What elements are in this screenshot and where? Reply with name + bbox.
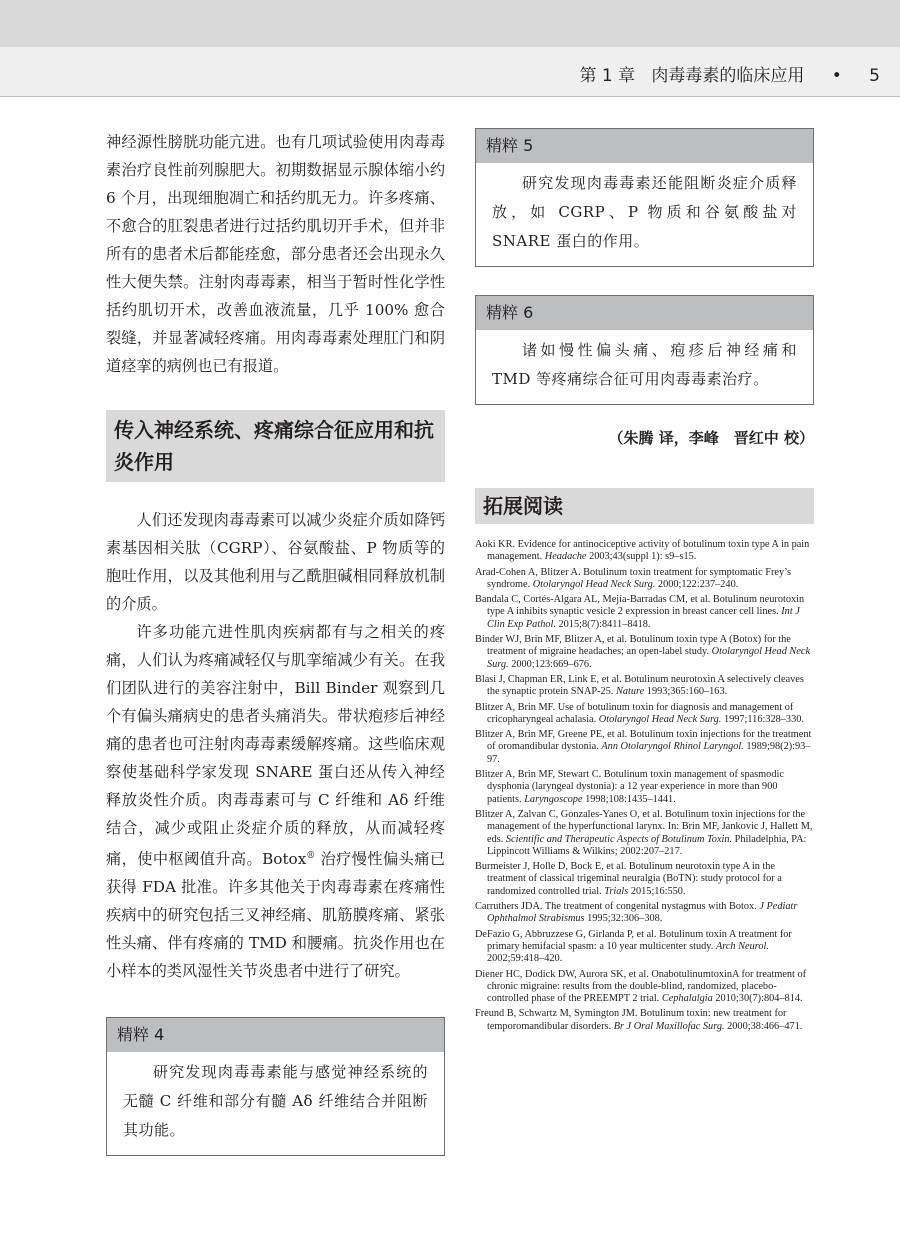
reference-citation: 2000;122:237–240. (655, 578, 739, 590)
further-reading-title: 拓展阅读 (475, 488, 814, 524)
paragraph-pain-part2: 治疗慢性偏头痛已获得 FDA 批准。许多其他关于肉毒毒素在疼痛性疾病中的研究包括三叉神经痛、肌筋膜疼痛、紧张性头痛、伴有疼痛的 TMD 和腰痛。抗炎作用也在小样本的类风湿性关节炎患者中进行了研究。 (106, 850, 446, 981)
reference-citation: 2000;38:466–471. (724, 1020, 803, 1032)
reference-authors-title: Blitzer A, Brin MF, Greene PE, et al. Botulinum toxin injections for the treatment of oromandibular dystonia. (475, 729, 812, 753)
running-header (0, 47, 900, 97)
reference-authors-title: Burmeister J, Holle D, Bock E, et al. Botulinum neurotoxin type A in the treatment of classical trigeminal neuralgia (BoTN): study protocol for a randomized controlled trial. (475, 861, 782, 897)
chapter-label: 第 1 章 (579, 66, 636, 86)
registered-mark: ® (306, 851, 316, 861)
section-title: 传入神经系统、疼痛综合征应用和抗炎作用 (106, 410, 445, 482)
reference-item (475, 567, 814, 592)
reference-journal: Trials (604, 885, 629, 897)
reference-item (475, 729, 814, 766)
reference-item (475, 929, 814, 966)
paragraph-pain-studies (106, 618, 445, 985)
pearl-box-6-title: 精粹 6 (476, 296, 813, 330)
reference-item (475, 1008, 814, 1033)
reference-journal: Otolaryngol Head Neck Surg. (532, 578, 656, 590)
reference-citation: 1997;116:328–330. (721, 713, 804, 725)
paragraph-pain-part1: 许多功能亢进性肌肉疾病都有与之相关的疼痛，人们认为疼痛减轻仅与肌挛缩减少有关。在我们团队进行的美容注射中，Bill Binder 观察到几个有偏头痛病史的患者头痛消失。带状疱疹后神经痛的患者也可注射肉毒毒素缓解疼痛。这些临床观察使基础科学家发现 SNARE 蛋白还从传入神经释放炎性介质。肉毒毒素可与 C 纤维和 Aδ 纤维结合，减少或阻止炎症介质的释放，从而减轻疼痛，使中枢阈值升高。Botox (106, 623, 445, 869)
reference-journal: Br J Oral Maxillofac Surg. (613, 1020, 725, 1032)
header-separator: • (831, 66, 842, 86)
pearl-box-4 (106, 1017, 445, 1156)
reference-authors-title: DeFazio G, Abbruzzese G, Girlanda P, et al. Botulinum toxin A treatment for primary hemifacial spasm: a 10 year multicenter study. (475, 928, 792, 952)
reference-journal: Otolaryngol Head Neck Surg. (487, 646, 811, 670)
reference-item (475, 969, 814, 1006)
reference-citation: 2015;16:550. (628, 885, 686, 897)
reference-item (475, 861, 814, 898)
reference-citation: 2003;43(suppl 1): s9–s15. (586, 551, 697, 563)
reference-item (475, 539, 814, 564)
pearl-box-4-body: 研究发现肉毒毒素能与感觉神经系统的无髓 C 纤维和部分有髓 Aδ 纤维结合并阻断其功能。 (123, 1063, 428, 1140)
intro-paragraph: 神经源性膀胱功能亢进。也有几项试验使用肉毒毒素治疗良性前列腺肥大。初期数据显示腺体缩小约 6 个月，出现细胞凋亡和括约肌无力。许多疼痛、不愈合的肛裂患者进行过括约肌切开手术，但并非所有的患者术后都能痊愈，部分患者还会出现永久性大便失禁。注射肉毒毒素，相当于暂时性化学性括约肌切开术，改善血液流量，几乎 100% 愈合裂缝，并显著减轻疼痛。用肉毒毒素处理肛门和阴道痉挛的病例也已有报道。 (106, 133, 445, 375)
reference-authors-title: Carruthers JDA. The treatment of congenital nystagmus with Botox. (475, 901, 760, 913)
right-column (475, 128, 814, 1036)
pearl-box-5-title: 精粹 5 (476, 129, 813, 163)
reference-item (475, 809, 814, 858)
top-band (0, 0, 900, 47)
reference-item (475, 594, 814, 631)
reference-citation: 1993;365:160–163. (644, 686, 728, 698)
reference-item (475, 634, 814, 671)
reference-citation: 1989;98(2):93–97. (487, 741, 811, 765)
reference-authors-title: Blitzer A, Zalvan C, Gonzales-Yanes O, et al. Botulinum toxin injections for the management of the hyperfunctional larynx. In: Brin MF, Jankovic J, Hallett M, eds. (475, 808, 813, 845)
reference-item (475, 769, 814, 806)
reference-journal: Nature (615, 686, 645, 698)
pearl-box-4-title: 精粹 4 (107, 1018, 444, 1052)
reference-item (475, 901, 814, 926)
chapter-title: 肉毒毒素的临床应用 (651, 66, 805, 86)
reference-authors-title: Blasi J, Chapman ER, Link E, et al. Botulinum neurotoxin A selectively cleaves the synaptic protein SNAP-25. (475, 673, 804, 698)
pearl-box-6-body: 诸如慢性偏头痛、疱疹后神经痛和 TMD 等疼痛综合征可用肉毒毒素治疗。 (492, 341, 797, 388)
paragraph-inflammatory-mediators: 人们还发现肉毒毒素可以减少炎症介质如降钙素基因相关肽（CGRP）、谷氨酸盐、P 物质等的胞吐作用，以及其他利用与乙酰胆碱相同释放机制的介质。 (106, 511, 445, 613)
pearl-box-5-body: 研究发现肉毒毒素还能阻断炎症介质释放，如 CGRP、P 物质和谷氨酸盐对 SNARE 蛋白的作用。 (492, 174, 797, 250)
reference-journal: Cephalalgia (661, 993, 713, 1005)
reference-citation: 1995;32:306–308. (584, 913, 663, 925)
pearl-box-6 (475, 295, 814, 405)
reference-item (475, 702, 814, 727)
reference-authors-title: Bandala C, Cortés-Algara AL, Mejía-Barradas CM, et al. Botulinum neurotoxin type A inhibits synaptic vesicle 2 expression in breast cancer cell lines. (475, 594, 805, 618)
reference-citation: Philadelphia, PA: Lippincott Williams & Wilkins; 2002:207–217. (487, 833, 807, 857)
reference-citation: 1998;108:1435–1441. (582, 793, 676, 805)
reference-authors-title: Arad-Cohen A, Blitzer A. Botulinum toxin treatment for symptomatic Frey’s syndrome. (475, 566, 792, 590)
reference-citation: 2015;8(7):8411–8418. (555, 618, 651, 630)
reference-item (475, 674, 814, 699)
reference-journal: Arch Neurol. (715, 940, 769, 952)
page-number: 5 (869, 66, 880, 86)
header-text (579, 61, 880, 86)
reference-list (475, 539, 814, 1033)
reference-citation: 2002;59:418–420. (487, 953, 563, 965)
reference-journal: Headache (544, 551, 587, 563)
reference-authors-title: Binder WJ, Brin MF, Blitzer A, et al. Botulinum toxin type A (Botox) for the treatment of migraine headaches; an open-label study. (475, 634, 791, 658)
reference-authors-title: Freund B, Schwartz M, Symington JM. Botulinum toxin: new treatment for temporomandibular disorders. (475, 1008, 787, 1032)
reference-journal: J Pediatr Ophthalmol Strabismus (487, 901, 798, 925)
reference-journal: Ann Otolaryngol Rhinol Laryngol. (601, 741, 744, 753)
reference-authors-title: Diener HC, Dodick DW, Aurora SK, et al. OnabotulinumtoxinA for treatment of chronic migraine: results from the double-blind, randomized, placebo-controlled phase of the PREEMPT 2 trial. (475, 968, 807, 1005)
pearl-box-5 (475, 128, 814, 267)
reference-journal: Laryngoscope (524, 793, 583, 805)
reference-authors-title: Aoki KR. Evidence for antinociceptive activity of botulinum toxin type A in pain management. (475, 539, 810, 563)
reference-authors-title: Blitzer A, Brin MF, Stewart C. Botulinum toxin management of spasmodic dysphonia (laryngeal dystonia): a 12 year experience in more than 900 patients. (475, 769, 784, 805)
reference-citation: 2000;123:669–676. (508, 658, 592, 670)
reference-journal: Scientific and Therapeutic Aspects of Botulinum Toxin. (505, 833, 733, 845)
translator-credit: （朱腾 译，李峰 晋红中 校） (608, 429, 814, 447)
reference-journal: Int J Clin Exp Pathol. (487, 606, 800, 630)
left-column (106, 128, 445, 1156)
reference-journal: Otolaryngol Head Neck Surg. (598, 713, 722, 725)
reference-authors-title: Blitzer A, Brin MF. Use of botulinum toxin for diagnosis and management of cricopharyngeal achalasia. (475, 701, 794, 725)
reference-citation: 2010;30(7):804–814. (712, 993, 803, 1005)
